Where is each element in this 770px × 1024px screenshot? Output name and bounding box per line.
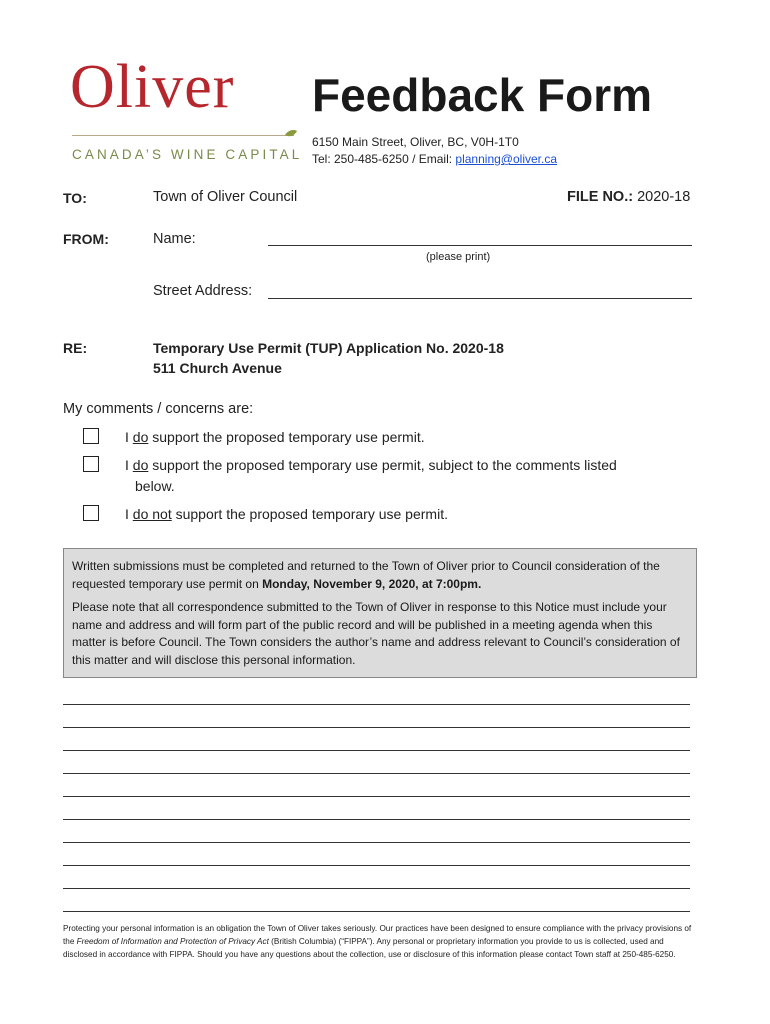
from-label: FROM:	[63, 231, 109, 247]
comment-line[interactable]	[63, 796, 690, 797]
comment-line[interactable]	[63, 842, 690, 843]
name-input-line[interactable]	[268, 245, 692, 246]
privacy-statement: Protecting your personal information is an obligation the Town of Oliver takes seriously. Our practices have been designed to ensure compliance with the privacy provisions of the Freedom of Information and Protection of Privacy Act (British Columbia) (“FIPPA”). Any personal or proprietary information you provide to us is collected, used and disclosed in accordance with FIPPA. Should you have any questions about the collection, use or disclosure of this information please contact Town staff at 250-485-6250.	[63, 924, 692, 959]
re-line-2: 511 Church Avenue	[153, 360, 282, 376]
page-title: Feedback Form	[312, 69, 652, 121]
support-with-comments-option-text: I do support the proposed temporary use permit, subject to the comments listed	[125, 457, 617, 473]
do-not-support-option-text: I do not support the proposed temporary use permit.	[125, 506, 448, 522]
comment-line[interactable]	[63, 704, 690, 705]
support-option-text: I do support the proposed temporary use permit.	[125, 429, 425, 445]
logo-divider	[72, 135, 294, 136]
do-not-support-checkbox[interactable]	[83, 505, 99, 521]
to-value: Town of Oliver Council	[153, 189, 298, 205]
re-line-1: Temporary Use Permit (TUP) Application No. 2020-18	[153, 340, 504, 356]
re-label: RE:	[63, 340, 88, 356]
comments-label: My comments / concerns are:	[63, 401, 254, 417]
oliver-logo-wordmark: Oliver	[70, 53, 235, 121]
street-address-label: Street Address:	[153, 283, 253, 299]
comment-line[interactable]	[63, 865, 690, 866]
email-link[interactable]: planning@oliver.ca	[455, 152, 557, 166]
notice-paragraph-1: Written submissions must be completed and returned to the Town of Oliver prior to Council consideration of the requested temporary use permit on Monday, November 9, 2020, at 7:00pm.	[72, 559, 660, 591]
name-label: Name:	[153, 231, 196, 247]
comment-line[interactable]	[63, 773, 690, 774]
comment-line[interactable]	[63, 819, 690, 820]
file-no-label: FILE NO.:	[567, 189, 634, 205]
please-print-note: (please print)	[426, 251, 491, 263]
street-address-input-line[interactable]	[268, 298, 692, 299]
support-with-comments-option-text-line2: below.	[135, 478, 175, 494]
comment-line[interactable]	[63, 750, 690, 751]
notice-paragraph-2: Please note that all correspondence submitted to the Town of Oliver in response to this Notice must include your name and address and will form part of the public record and will be published in a meeting agenda when this matter is before Council. The Town considers the author’s name and address relevant to Council’s consideration of this matter and will disclose this personal information.	[72, 600, 680, 667]
phone-text: Tel: 250-485-6250 / Email:	[312, 152, 456, 166]
comment-line[interactable]	[63, 888, 690, 889]
logo-tagline: CANADA’S WINE CAPITAL	[72, 147, 303, 162]
comment-line[interactable]	[63, 911, 690, 912]
to-label: TO:	[63, 190, 87, 206]
support-checkbox[interactable]	[83, 428, 99, 444]
support-with-comments-checkbox[interactable]	[83, 456, 99, 472]
contact-block	[312, 134, 557, 168]
grape-leaf-icon	[284, 129, 298, 139]
address-text: 6150 Main Street, Oliver, BC, V0H-1T0	[312, 135, 519, 149]
submission-notice-box	[63, 548, 697, 678]
file-no-value: 2020-18	[637, 189, 691, 205]
comment-line[interactable]	[63, 727, 690, 728]
